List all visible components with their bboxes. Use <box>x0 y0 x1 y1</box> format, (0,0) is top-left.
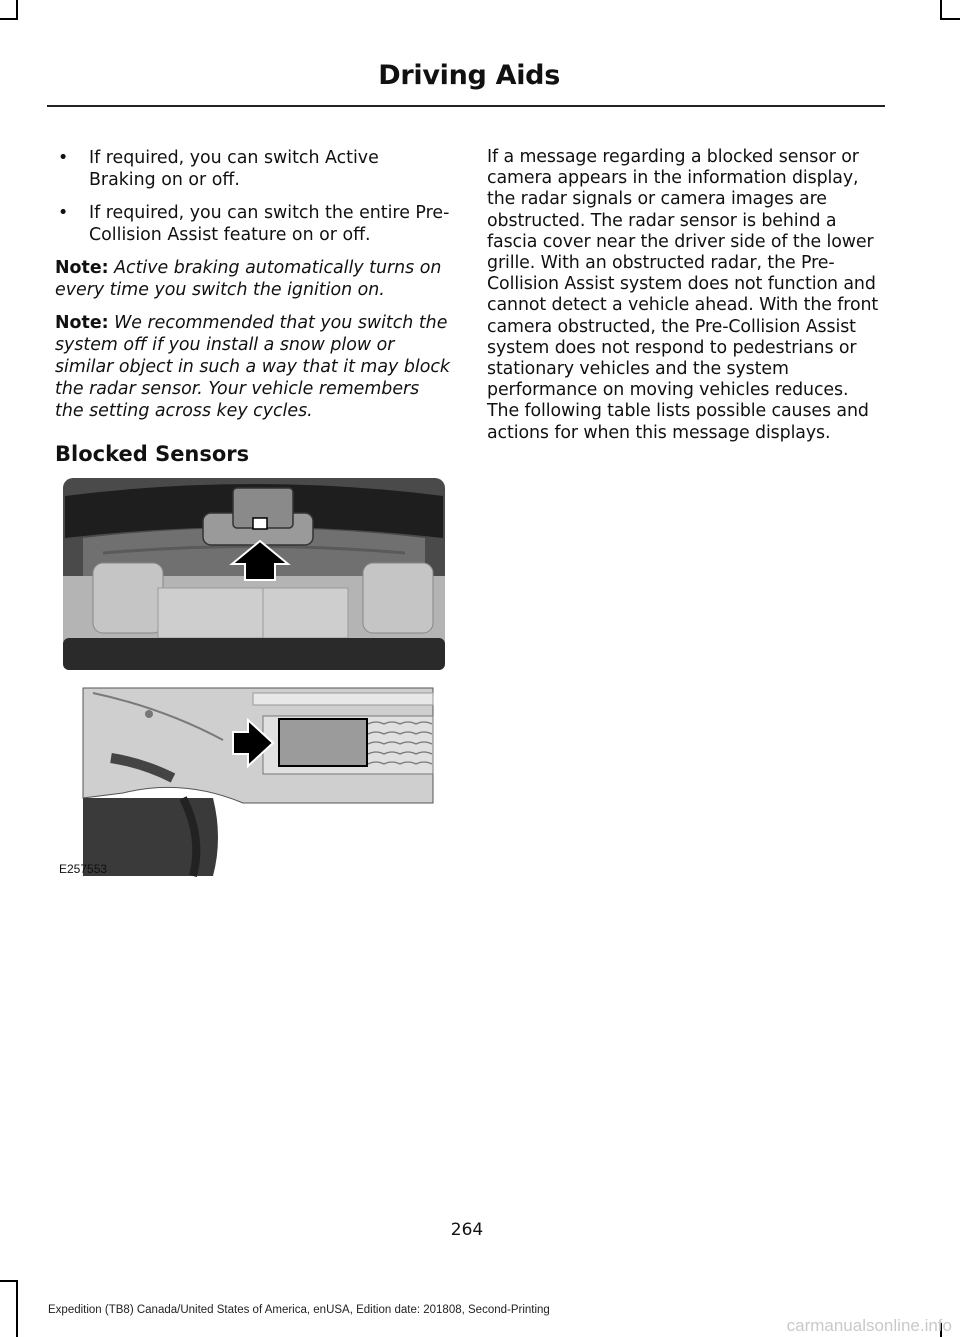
crop-mark <box>16 0 18 20</box>
crop-mark <box>940 0 942 20</box>
page-title: Driving Aids <box>378 60 560 91</box>
crop-mark <box>0 18 18 20</box>
note <box>55 257 450 301</box>
section-heading: Blocked Sensors <box>55 442 250 466</box>
body-paragraph: If a message regarding a blocked sensor or camera appears in the information display, the radar signals or camera images are obstructed. The radar sensor is behind a fascia cover near the driver side of the lower grille. With an obstructed radar, the Pre-Collision Assist system does not function and cannot detect a vehicle ahead. With the front camera obstructed, the Pre-Collision Assist system does not respond to pedestrians or stationary vehicles and the system performance on moving vehicles reduces. The following table lists possible causes and actions for when this message displays. <box>487 147 879 443</box>
note-label: Note: <box>55 313 109 333</box>
header-divider <box>47 105 885 107</box>
watermark: carmanualsonline.info <box>786 1316 952 1335</box>
list-item <box>55 147 450 191</box>
blocked-sensors-illustration <box>63 478 445 878</box>
crop-mark <box>16 1280 18 1337</box>
note-text: Active braking automatically turns on every time you switch the ignition on. <box>55 258 442 300</box>
note <box>55 312 450 422</box>
right-column <box>487 147 882 444</box>
note-text: We recommended that you switch the system off if you install a snow plow or similar object in such a way that it may block the radar sensor. Your vehicle remembers the setting across key cycles. <box>55 313 450 421</box>
list-item-text: If required, you can switch Active Braking on or off. <box>89 148 379 190</box>
list-item-text: If required, you can switch the entire Pre-Collision Assist feature on or off. <box>89 203 450 245</box>
bullet-marker: • <box>58 203 69 223</box>
page-number: 264 <box>450 1220 484 1240</box>
front-bumper-radar-view <box>79 688 433 878</box>
left-column <box>55 147 450 466</box>
list-item <box>55 202 450 246</box>
crop-mark <box>942 18 960 20</box>
windshield-camera-view <box>63 478 445 670</box>
note-label: Note: <box>55 258 109 278</box>
bullet-marker: • <box>58 148 69 168</box>
footer-text: Expedition (TB8) Canada/United States of America, enUSA, Edition date: 201808, Second-Printing <box>48 1304 550 1316</box>
crop-mark <box>0 1280 18 1282</box>
figure-code: E257553 <box>59 862 108 876</box>
